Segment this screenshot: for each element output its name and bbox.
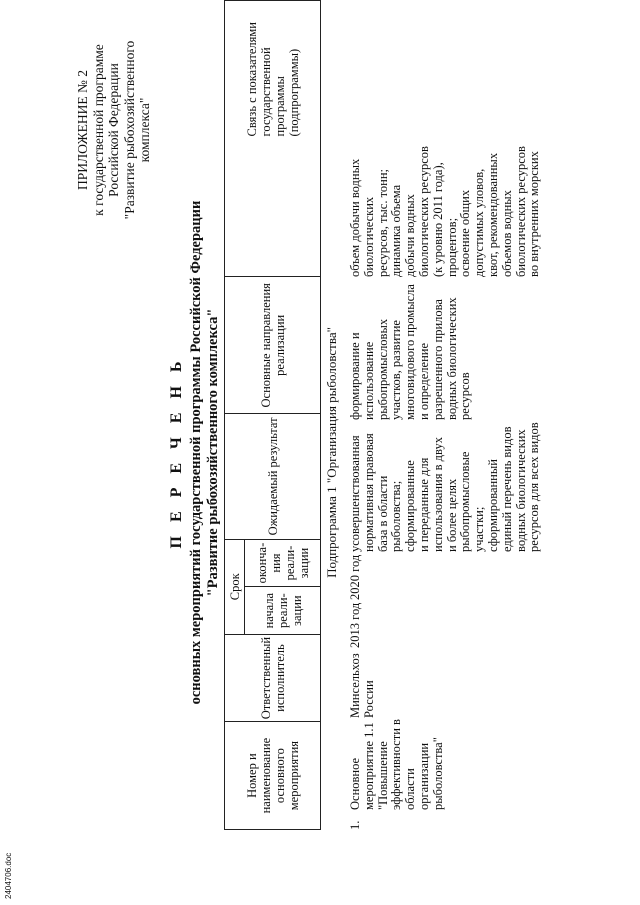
row-link-line: ресурсов, тыс. тонн; [375,168,390,277]
row-directions-line: участков, развитие [389,320,404,420]
file-name: 2404706.doc [4,852,13,899]
row-result-line: ресурсов для всех видов [527,422,542,552]
row-result-line: сформированный [485,459,500,552]
row-name-line: рыболовства" [430,737,445,810]
document-subtitle-program: "Развитие рыбохозяйственного комплекса" [205,308,221,597]
row-result-line: и более целях [444,478,459,552]
row-link-line: добычи водных [403,194,418,277]
row-link-line: объем добычи водных [348,158,362,277]
row-directions-line: разрешенного прилова [430,299,445,420]
row-directions-line: и определение [416,342,431,420]
appendix-subtitle-1: к государственной программе [90,44,106,216]
appendix-subtitle-2: Российской Федерации [106,63,121,197]
header-cell-name: Номер и наименование основного мероприятия [225,722,321,830]
table-header [224,0,321,830]
subprogram-title: Подпрограмма 1 "Организация рыболовства" [324,327,339,578]
row-end: 2020 год [348,554,362,600]
row-link-line: динамика объема [389,184,404,277]
document-title: П Е Р Е Ч Е Н Ь [168,356,185,549]
row-name-line: области организации [403,742,431,810]
row-executor-line: России [361,680,376,718]
row-name-line: мероприятие 1.1 [361,722,376,810]
row-directions-line: использование [361,341,376,420]
row-result-line: водных биологических [513,429,528,552]
row-link-line: во внутренних морских [527,151,542,277]
row-result-line: рыболовства; [389,480,404,552]
row-link-line: биологических ресурсов [416,146,431,277]
row-result-line: рыбопромысловые [458,451,473,552]
row-link [349,127,542,277]
row-executor [349,648,377,718]
row-directions [349,280,473,420]
row-link-line: объемов водных [499,190,514,277]
row-link-line: процентов; [444,217,459,277]
row-name-line: эффективности в [389,719,404,810]
row-start: 2013 год [348,602,362,648]
row-directions-line: формирование и [348,332,362,420]
header-cell-directions: Основные направления реализации [225,277,321,414]
row-link-line: биологических [361,196,376,277]
row-name-line: Основное [348,757,362,810]
row-result-line: сформированные [403,460,418,552]
row-executor-line: Минсельхоз [348,653,362,718]
row-result-line: и переданные для [416,457,431,552]
header-cell-result: Ожидаемый результат [225,414,321,539]
header-cell-end: оконча-ния реали-зации [245,539,321,587]
row-result-line: база в области [375,475,390,552]
row-link-line: квот, рекомендованных [485,152,500,277]
row-link-line: освоение общих [458,189,473,277]
header-cell-executor: Ответственный исполнитель [225,634,321,721]
header-cell-term: Срок [225,539,245,634]
appendix-title: ПРИЛОЖЕНИЕ № 2 [75,69,90,191]
row-name-line: "Повышение [375,741,390,810]
row-link-line: допустимых уловов, [472,168,487,277]
row-directions-line: ресурсов [458,372,473,420]
row-result-line: усовершенствованная [348,435,362,552]
header-cell-start: начала реали-зации [245,587,321,634]
row-result-line: нормативная правовая [361,433,376,552]
row-directions-line: водных биологических [444,297,459,420]
document-subtitle: основных мероприятий государственной программы Российской Федерации [188,200,204,705]
row-directions-line: многовидового промысла [403,284,418,420]
appendix-header [75,15,153,245]
row-result [349,417,542,552]
row-link-line: (к уровню 2011 года), [430,162,445,277]
header-cell-link: Связь с показателями государственной программы (подпрограммы) [225,1,321,277]
row-result-line: использования в двух [430,437,445,552]
row-link-line: биологических ресурсов [513,146,528,277]
appendix-subtitle-3: "Развитие рыбохозяйственного комплекса" [121,40,152,220]
row-directions-line: рыбопромысловых [375,318,390,420]
row-result-line: единый перечень видов [499,426,514,552]
row-name [349,715,446,810]
row-result-line: участки; [472,506,487,552]
row-number: 1. [348,820,362,830]
